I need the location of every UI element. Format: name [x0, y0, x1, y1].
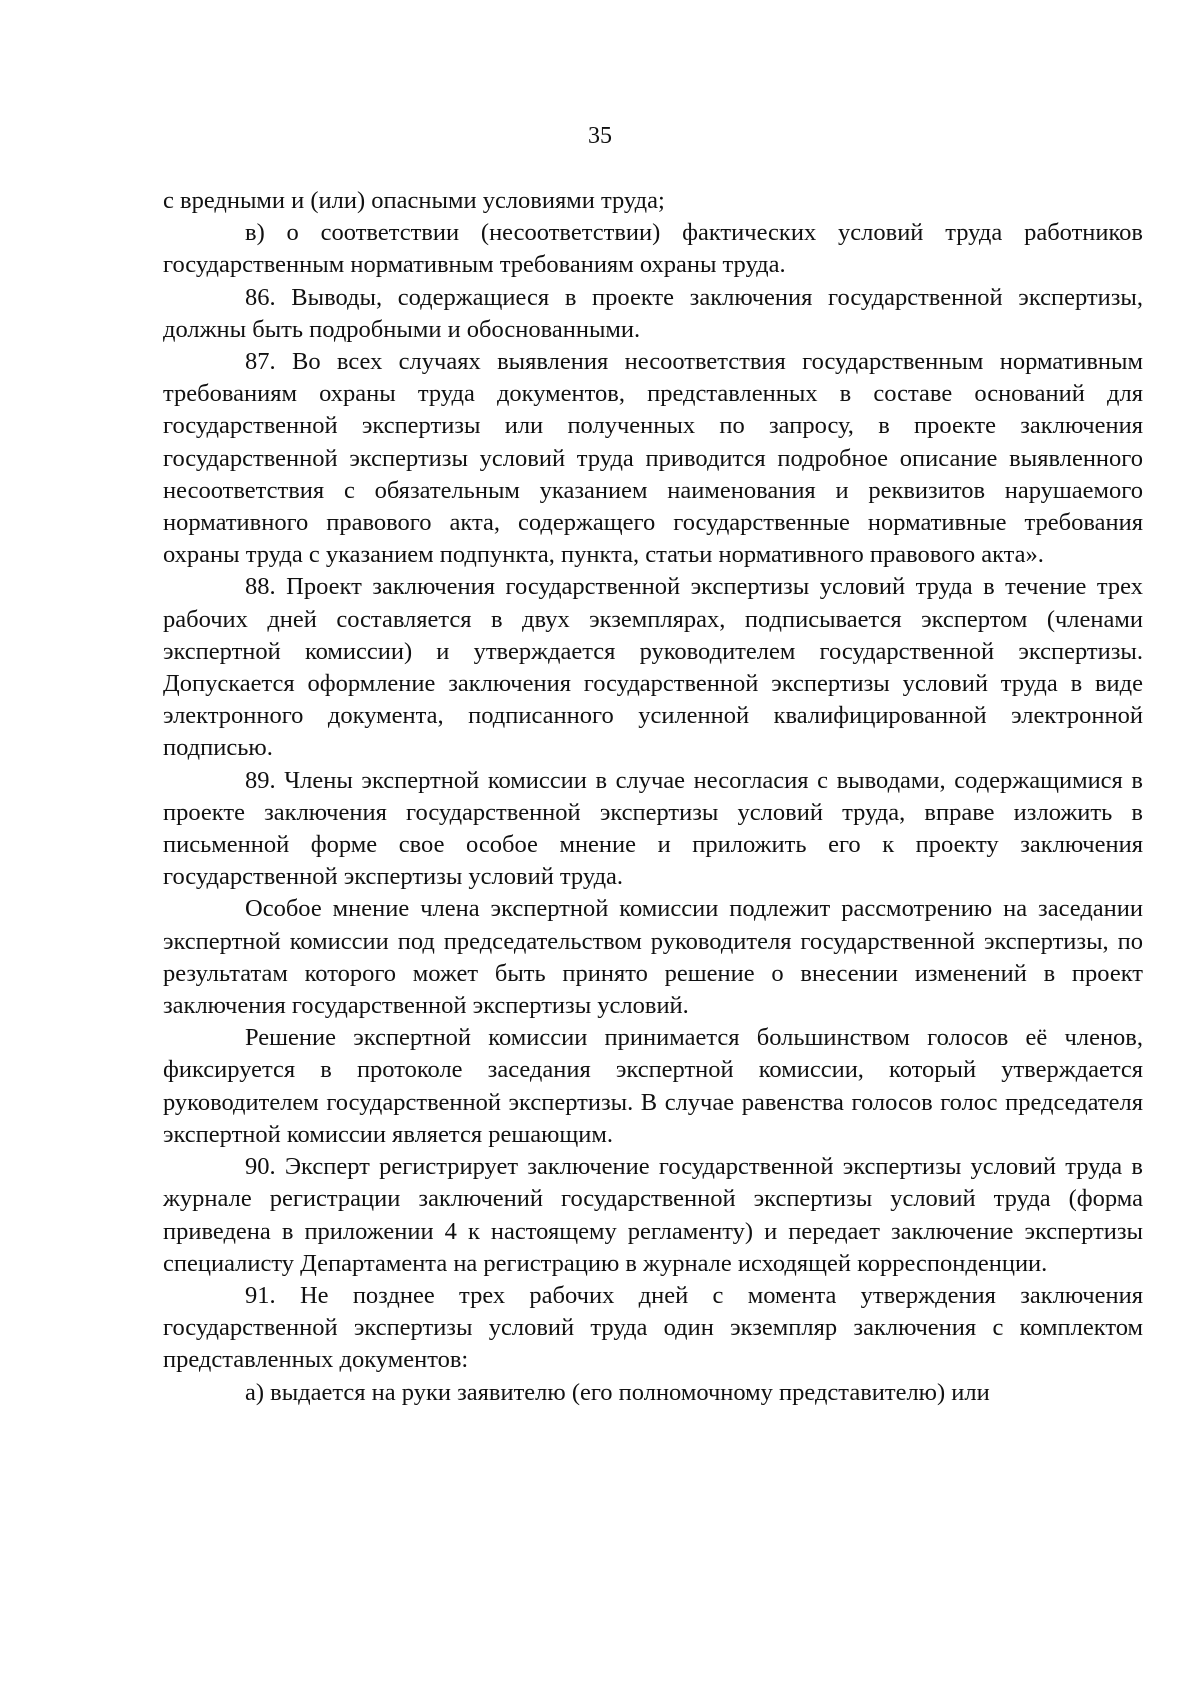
paragraph-87: 87. Во всех случаях выявления несоответствия государственным нормативным требованиям охраны труда документов, представленных в составе оснований для государственной экспертизы или полученных по запросу, в проекте заключения государственной экспертизы условий труда приводится подробное описание выявленного несоответствия с обязательным указанием наименования и реквизитов нарушаемого нормативного правового акта, содержащего государственные нормативные требования охраны труда с указанием подпункта, пункта, статьи нормативного правового акта».: [163, 348, 1143, 569]
paragraph-item-v: в) о соответствии (несоответствии) фактических условий труда работников государственным нормативным требованиям охраны труда.: [163, 219, 1143, 279]
paragraph-89: 89. Члены экспертной комиссии в случае несогласия с выводами, содержащимися в проекте заключения государственной экспертизы условий труда, вправе изложить в письменной форме свое особое мнение и приложить его к проекту заключения государственной экспертизы условий труда.: [163, 766, 1143, 891]
paragraph-86: 86. Выводы, содержащиеся в проекте заключения государственной экспертизы, должны быть подробными и обоснованными.: [163, 283, 1143, 343]
document-body: [163, 185, 1143, 1409]
page-number: 35: [588, 123, 612, 149]
paragraph-special-opinion: Особое мнение члена экспертной комиссии подлежит рассмотрению на заседании экспертной комиссии под председательством руководителя государственной экспертизы, по результатам которого может быть принято решение о внесении изменений в проект заключения государственной экспертизы условий.: [163, 895, 1143, 1020]
paragraph-88: 88. Проект заключения государственной экспертизы условий труда в течение трех рабочих дней составляется в двух экземплярах, подписывается экспертом (членами экспертной комиссии) и утверждается руководителем государственной экспертизы. Допускается оформление заключения государственной экспертизы условий труда в виде электронного документа, подписанного усиленной квалифицированной электронной подписью.: [163, 573, 1143, 762]
paragraph-item-a: а) выдается на руки заявителю (его полномочному представителю) или: [245, 1378, 990, 1406]
paragraph-90: 90. Эксперт регистрирует заключение государственной экспертизы условий труда в журнале регистрации заключений государственной экспертизы условий труда (форма приведена в приложении 4 к настоящему регламенту) и передает заключение экспертизы специалисту Департамента на регистрацию в журнале исходящей корреспонденции.: [163, 1153, 1143, 1277]
paragraph-91: 91. Не позднее трех рабочих дней с момента утверждения заключения государственной экспертизы условий труда один экземпляр заключения с комплектом представленных документов:: [163, 1281, 1143, 1374]
paragraph-commission-decision: Решение экспертной комиссии принимается большинством голосов её членов, фиксируется в протоколе заседания экспертной комиссии, который утверждается руководителем государственной экспертизы. В случае равенства голосов голос председателя экспертной комиссии является решающим.: [163, 1024, 1143, 1148]
paragraph-continuation: с вредными и (или) опасными условиями труда;: [163, 187, 665, 214]
